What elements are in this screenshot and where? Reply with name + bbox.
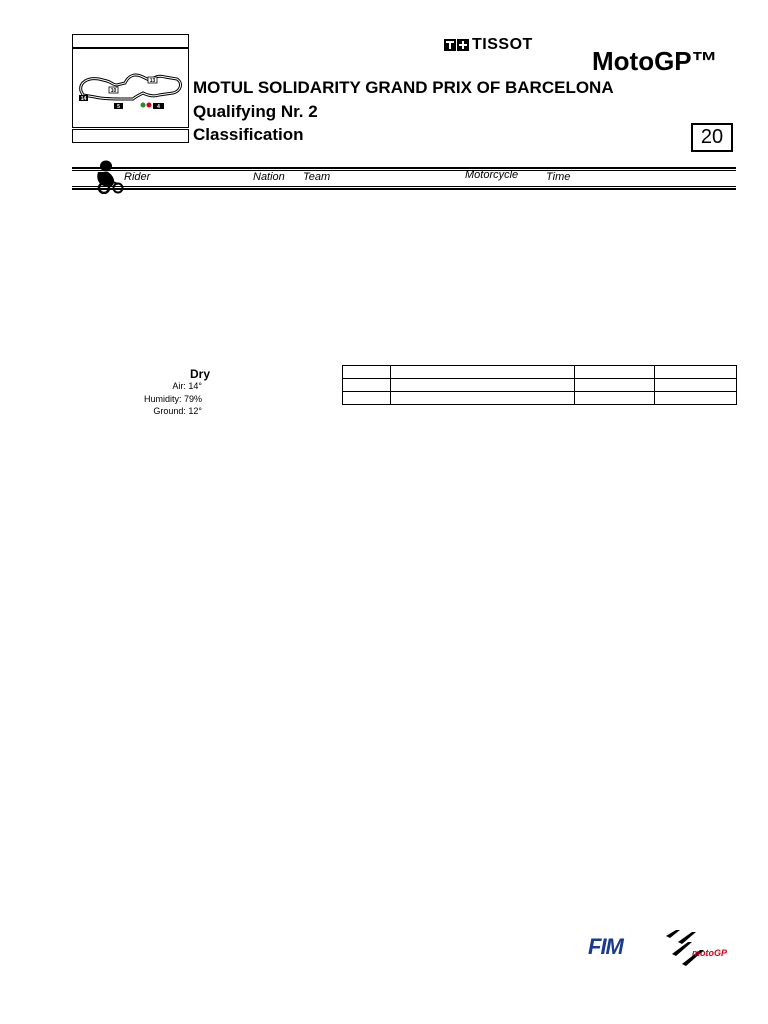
header-rule-top-thin xyxy=(72,170,736,171)
fim-logo: FIM xyxy=(588,934,623,959)
document-title: Classification xyxy=(193,125,304,144)
svg-text:10: 10 xyxy=(110,88,117,94)
event-title: MOTUL SOLIDARITY GRAND PRIX OF BARCELONA xyxy=(193,78,614,97)
svg-text:14: 14 xyxy=(80,96,87,102)
page-number: 20 xyxy=(691,123,733,152)
column-header-motorcycle: Motorcycle xyxy=(465,169,519,181)
svg-text:5: 5 xyxy=(117,104,120,110)
weather-humidity: Humidity: 79% xyxy=(143,394,202,404)
table-row xyxy=(343,392,737,405)
circuit-map xyxy=(72,48,189,128)
weather-ground: Ground: 12° xyxy=(153,406,202,416)
header-rule-bottom xyxy=(72,188,736,190)
svg-text:13: 13 xyxy=(149,78,156,84)
column-header-rider: Rider xyxy=(124,171,151,183)
table-row xyxy=(343,366,737,379)
empty-grid-table xyxy=(342,365,737,405)
session-title: Qualifying Nr. 2 xyxy=(193,102,318,121)
circuit-bottom-bar xyxy=(72,129,189,143)
column-header-team: Team xyxy=(303,171,331,183)
tissot-logo xyxy=(444,36,533,54)
weather-condition: Dry xyxy=(189,367,210,381)
header-rule-bottom-thin xyxy=(72,186,736,187)
column-header-nation: Nation xyxy=(253,171,285,183)
motogp-logo xyxy=(662,928,736,973)
svg-text:4: 4 xyxy=(157,104,160,110)
motogp-logo-text: motoGP xyxy=(692,948,727,958)
circuit-top-bar xyxy=(72,34,189,48)
column-header-time: Time xyxy=(546,171,571,183)
weather-air: Air: 14° xyxy=(172,381,202,391)
header-rule-top xyxy=(72,167,736,169)
tissot-mark-icon xyxy=(444,39,469,51)
table-row xyxy=(343,379,737,392)
circuit-map-icon xyxy=(73,49,188,127)
tissot-wordmark: TISSOT xyxy=(472,36,533,53)
rider-icon xyxy=(94,160,124,199)
brand-title: MotoGP™ xyxy=(592,46,718,76)
